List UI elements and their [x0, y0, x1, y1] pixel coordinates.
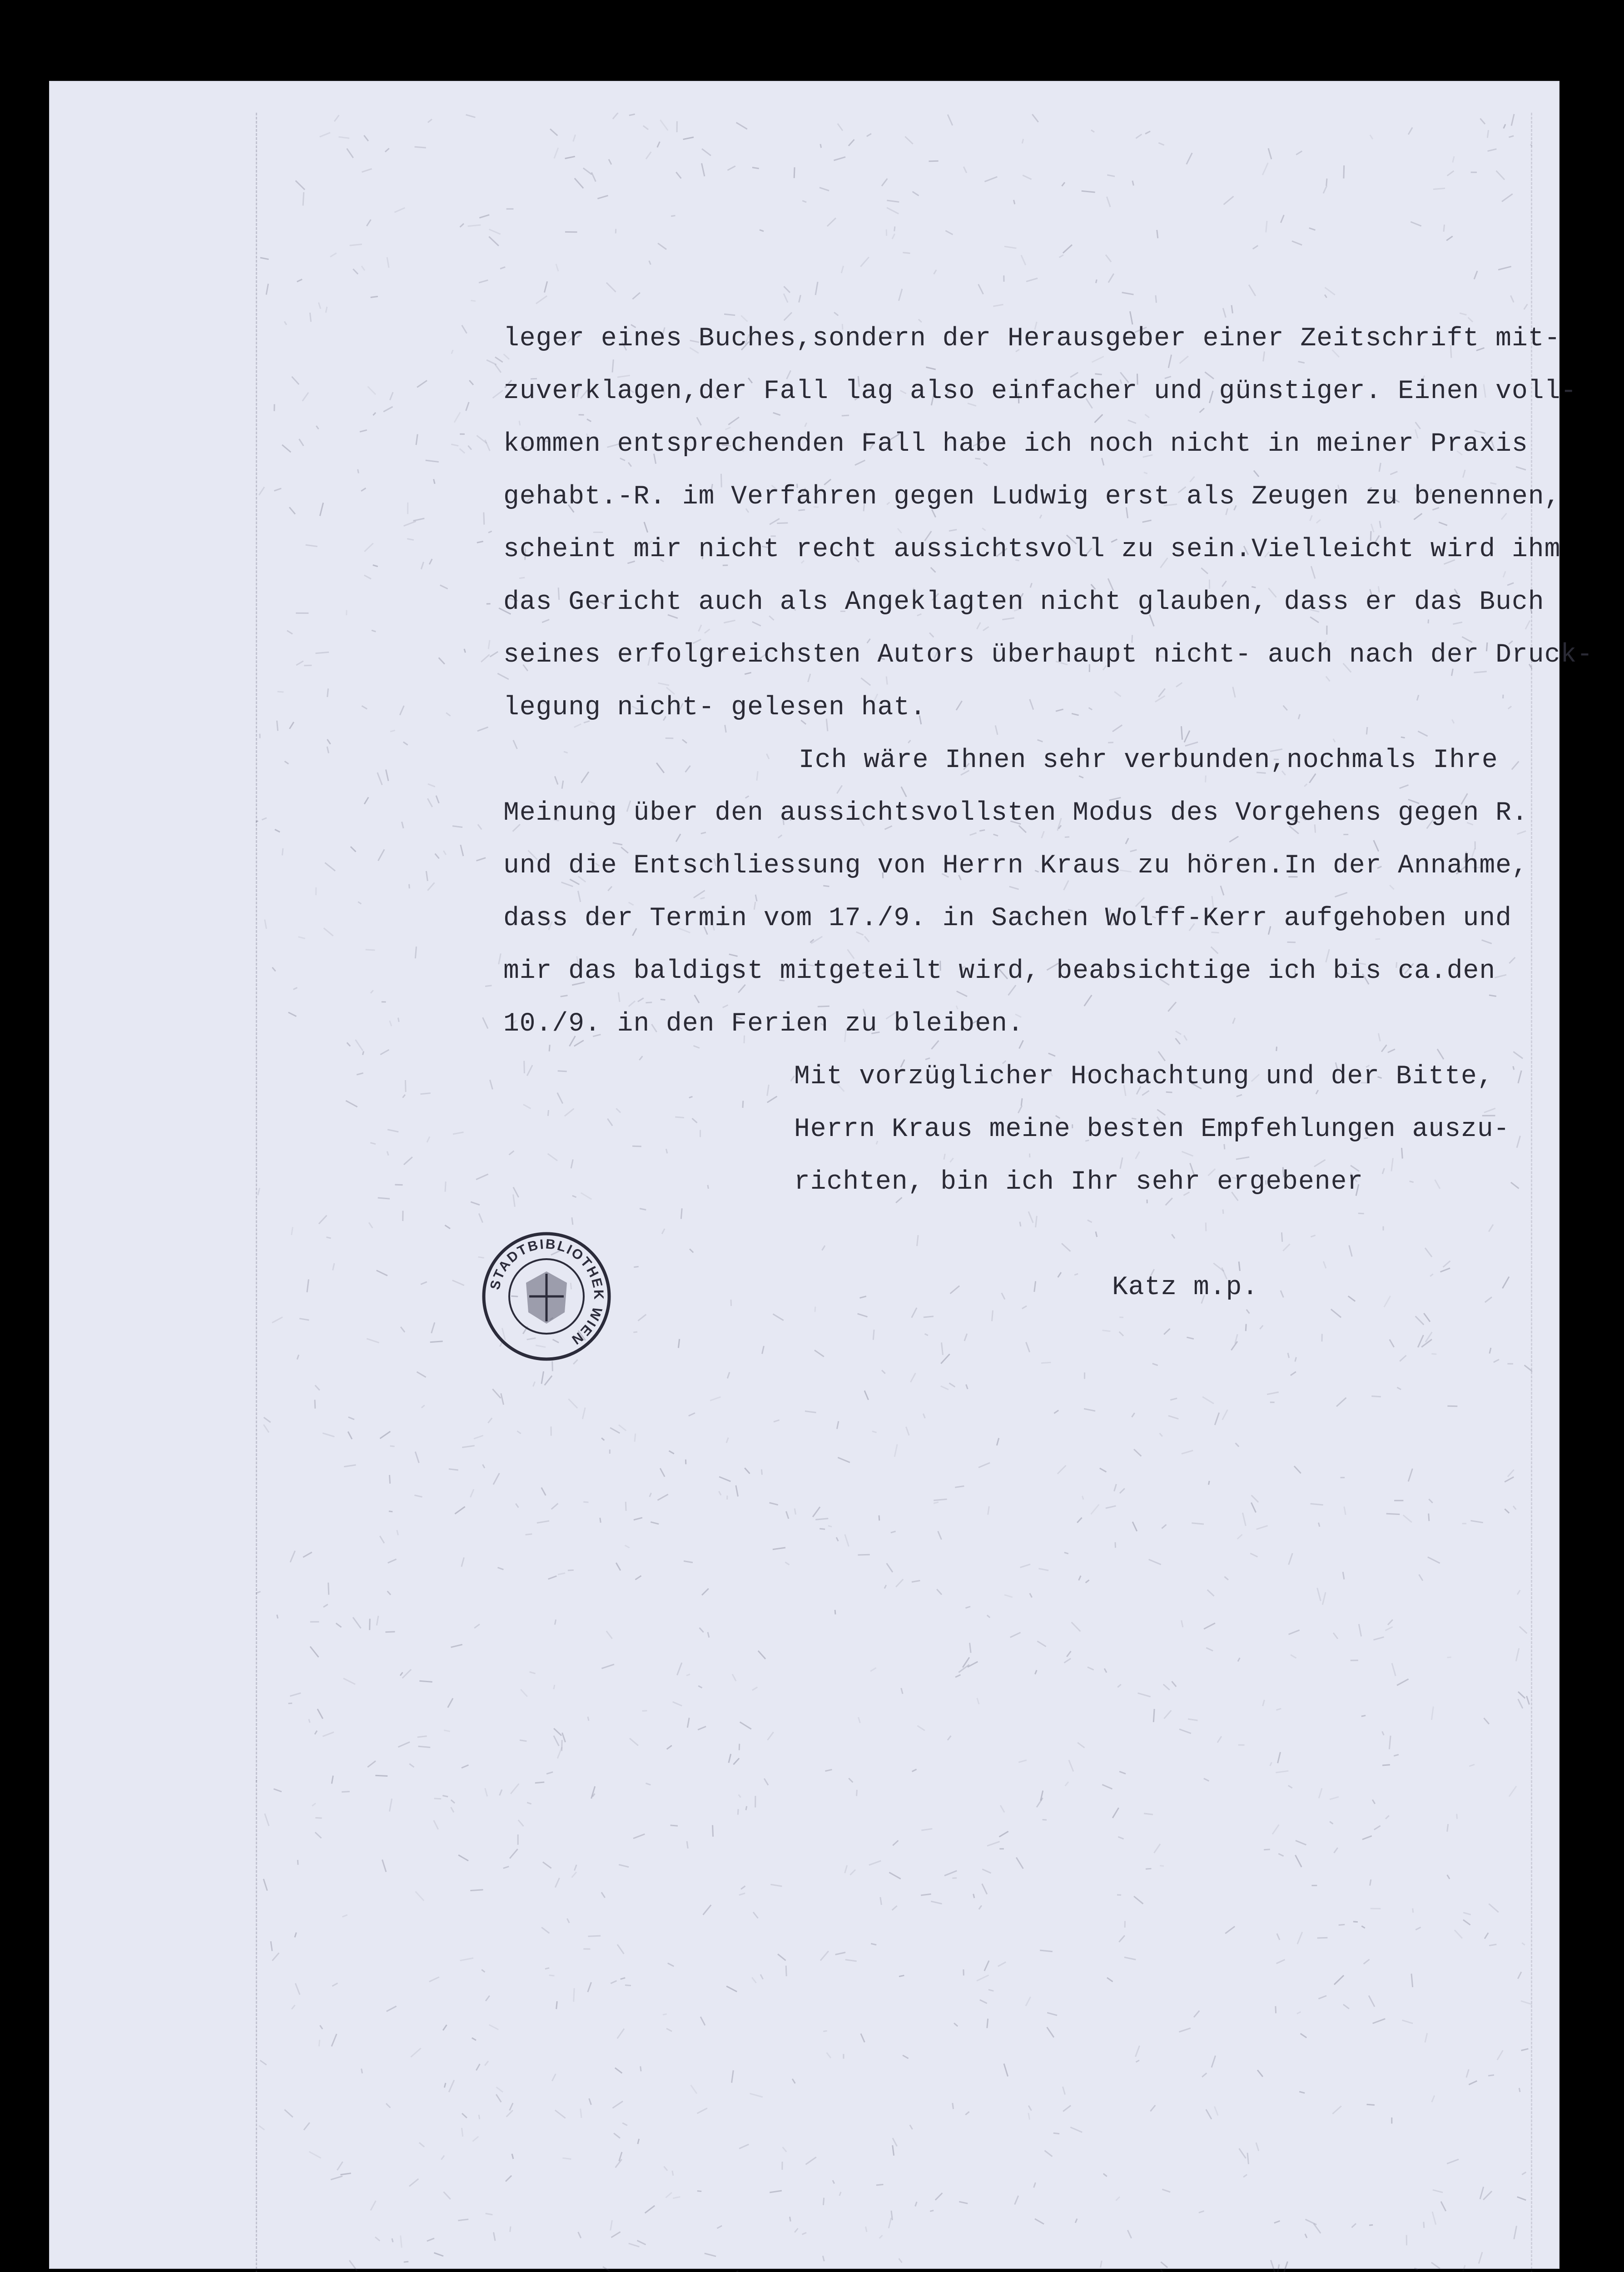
paragraph2-line-2: Meinung über den aussichtsvollsten Modus des Vorgehens gegen R.	[503, 798, 1528, 828]
stamp-text: STADTBIBLIOTHEK WIEN	[487, 1236, 606, 1348]
paragraph2-line-4: dass der Termin vom 17./9. in Sachen Wolff-Kerr aufgehoben und	[503, 904, 1512, 933]
body-line-3: kommen entsprechenden Fall habe ich noch nicht in meiner Praxis	[503, 429, 1528, 459]
letter-text	[503, 313, 1593, 1314]
blank-line	[503, 1209, 1562, 1261]
paragraph2-line-1: Ich wäre Ihnen sehr verbunden,nochmals Ihre	[799, 746, 1498, 775]
body-line-8: legung nicht- gelesen hat.	[503, 693, 926, 722]
paragraph2-line-6: 10./9. in den Ferien zu bleiben.	[503, 1009, 1024, 1039]
paragraph2-line-3: und die Entschliessung von Herrn Kraus zu hören.In der Annahme,	[503, 851, 1528, 881]
document-page	[49, 81, 1593, 2269]
body-line-7: seines erfolgreichsten Autors überhaupt nicht- auch nach der Druck-	[503, 640, 1593, 670]
body-line-1: leger eines Buches,sondern der Herausgeber einer Zeitschrift mit-	[503, 324, 1561, 354]
signature: Katz m.p.	[1112, 1273, 1259, 1302]
body-line-4: gehabt.-R. im Verfahren gegen Ludwig erst als Zeugen zu benennen,	[503, 482, 1561, 512]
body-line-6: das Gericht auch als Angeklagten nicht glauben, dass er das Buch	[503, 588, 1545, 617]
paragraph2-line-5: mir das baldigst mitgeteilt wird, beabsichtige ich bis ca.den	[503, 957, 1496, 986]
body-line-2: zuverklagen,der Fall lag also einfacher und günstiger. Einen voll-	[503, 377, 1577, 406]
closing-line-2: Herrn Kraus meine besten Empfehlungen auszu-	[794, 1115, 1510, 1144]
closing-line-3: richten, bin ich Ihr sehr ergebener	[794, 1167, 1364, 1197]
library-stamp	[478, 1228, 615, 1365]
closing-line-1: Mit vorzüglicher Hochachtung und der Bitte,	[794, 1062, 1494, 1091]
body-line-5: scheint mir nicht recht aussichtsvoll zu sein.Vielleicht wird ihm	[503, 535, 1561, 564]
